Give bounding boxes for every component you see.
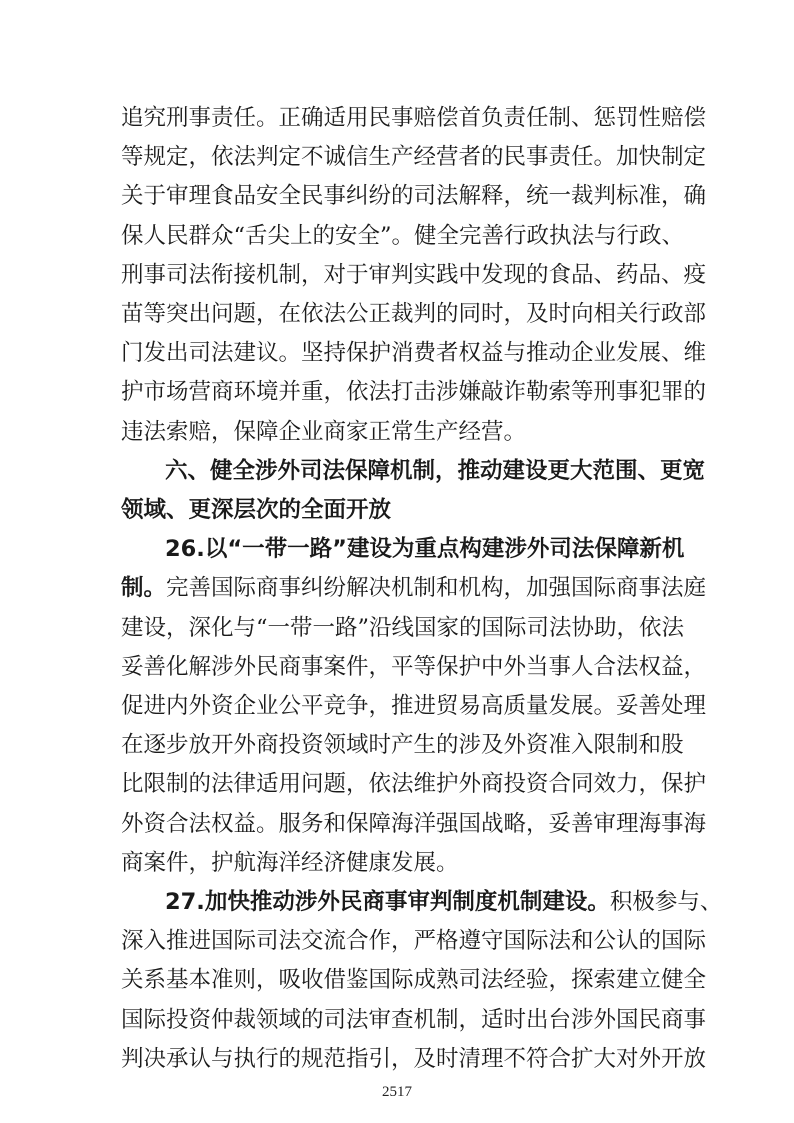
- text-line: 等规定，依法判定不诚信生产经营者的民事责任。加快制定: [121, 144, 707, 170]
- text-line: 护市场营商环境并重，依法打击涉嫌敲诈勒索等刑事犯罪的: [121, 379, 707, 405]
- text-line: 追究刑事责任。正确适用民事赔偿首负责任制、惩罚性赔偿: [121, 105, 707, 131]
- text-line: 比限制的法律适用问题，依法维护外商投资合同效力，保护: [121, 771, 707, 797]
- text-line: 外资合法权益。服务和保障海洋强国战略，妥善审理海事海: [121, 811, 707, 837]
- text-line: 建设，深化与“一带一路”沿线国家的国际司法协助，依法: [121, 615, 685, 641]
- text-line: 促进内外资企业公平竞争，推进贸易高质量发展。妥善处理: [121, 693, 707, 719]
- text-line: 保人民群众“舌尖上的安全”。健全完善行政执法与行政、: [121, 223, 685, 249]
- text-line: 苗等突出问题，在依法公正裁判的同时，及时向相关行政部: [121, 301, 707, 327]
- text-segment: 积极参与、: [609, 889, 723, 915]
- item-heading: 26.以“一带一路”建设为重点构建涉外司法保障新机: [165, 536, 685, 562]
- text-line: 在逐步放开外商投资领域时产生的涉及外资准入限制和股: [121, 732, 684, 758]
- text-line: 违法索赔，保障企业商家正常生产经营。: [121, 419, 527, 445]
- text-line: 深入推进国际司法交流合作，严格遵守国际法和公认的国际: [121, 928, 707, 954]
- text-line: 关于审理食品安全民事纠纷的司法解释，统一裁判标准，确: [121, 183, 707, 209]
- text-line: 刑事司法衔接机制，对于审判实践中发现的食品、药品、疫: [121, 262, 707, 288]
- text-line: 门发出司法建议。坚持保护消费者权益与推动企业发展、维: [121, 340, 707, 366]
- section-heading: 领域、更深层次的全面开放: [121, 497, 392, 523]
- item-heading: 27.加快推动涉外民商事审判制度机制建设。: [165, 889, 610, 915]
- text-line: 国际投资仲裁领域的司法审查机制，适时出台涉外国民商事: [121, 1007, 707, 1033]
- section-heading: 六、健全涉外司法保障机制，推动建设更大范围、更宽: [165, 458, 706, 484]
- text-line: [165, 885, 723, 919]
- text-segment: 完善国际商事纠纷解决机制和机构，加强国际商事法庭: [166, 575, 707, 601]
- text-line: 判决承认与执行的规范指引，及时清理不符合扩大对外开放: [121, 1046, 707, 1072]
- text-line: 妥善化解涉外民商事案件，平等保护中外当事人合法权益，: [121, 654, 707, 680]
- text-line: 关系基本准则，吸收借鉴国际成熟司法经验，探索建立健全: [121, 967, 707, 993]
- text-line: [121, 571, 707, 605]
- page-number: 2517: [382, 1084, 412, 1100]
- text-line: 商案件，护航海洋经济健康发展。: [121, 850, 459, 876]
- item-heading-tail: 制。: [121, 575, 167, 601]
